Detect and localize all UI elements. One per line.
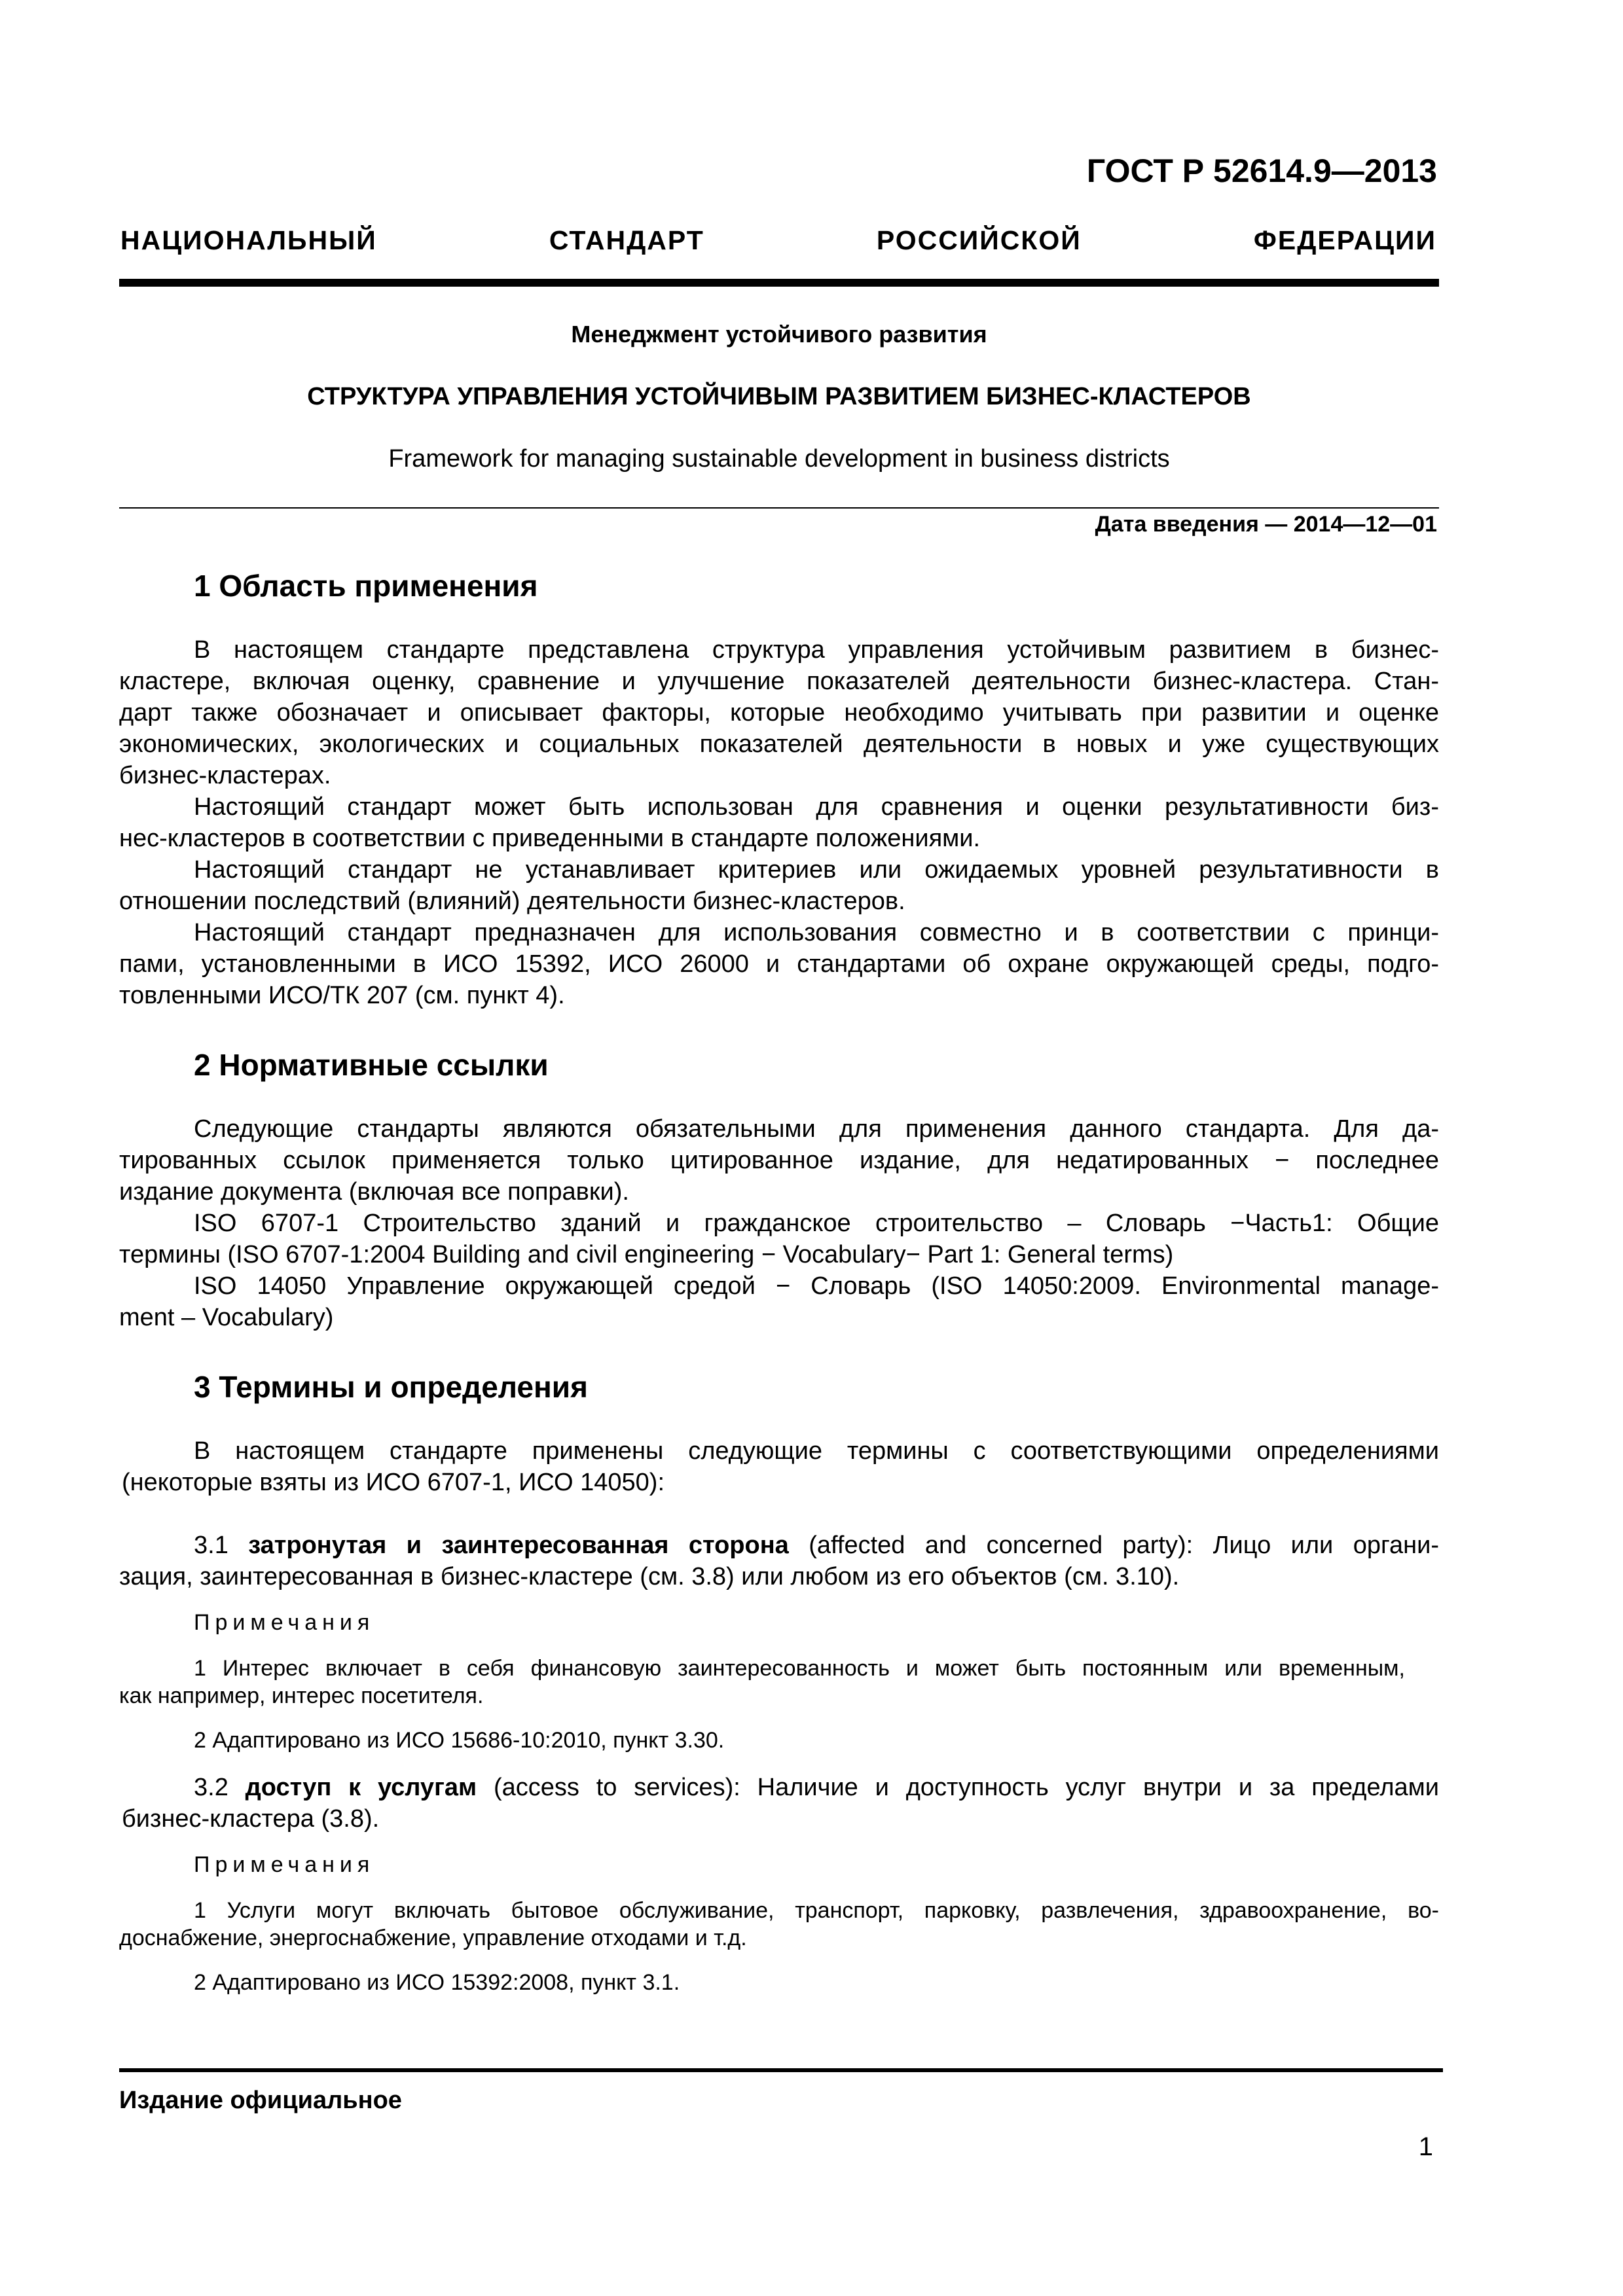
section-1-line: отношении последствий (влияний) деятельности бизнес-кластеров. [119, 888, 905, 915]
note-line: 2 Адаптировано из ИСО 15392:2008, пункт 3.1. [194, 1970, 680, 1995]
note-line: 2 Адаптировано из ИСО 15686-10:2010, пункт 3.30. [194, 1728, 725, 1753]
title-subtitle: Менеджмент устойчивого развития [571, 321, 987, 348]
national-standard-banner: НАЦИОНАЛЬНЫЙ СТАНДАРТ РОССИЙСКОЙ ФЕДЕРАЦИИ [120, 225, 1436, 255]
section-3-intro-line: (некоторые взяты из ИСО 6707-1, ИСО 14050): [122, 1469, 665, 1496]
term-3-2 [194, 1774, 1439, 1802]
section-2-line: ISO 14050 Управление окружающей средой − Словарь (ISO 14050:2009. Environmental manage- [194, 1272, 1439, 1300]
term-definition: (affected and concerned party): Лицо или органи- [809, 1532, 1439, 1559]
title-rule [119, 507, 1439, 509]
page-number: 1 [1418, 2132, 1433, 2161]
term-3-1-definition-line: зация, заинтересованная в бизнес-кластере (см. 3.8) или любом из его объектов (см. 3.10). [119, 1563, 1180, 1590]
section-1-line: В настоящем стандарте представлена структура управления устойчивым развитием в бизнес- [194, 636, 1439, 664]
term-number: 3.2 [194, 1774, 228, 1801]
section-1-line: кластере, включая оценку, сравнение и улучшение показателей деятельности бизнес-кластера. Стан- [119, 668, 1439, 695]
official-edition-label: Издание официальное [119, 2087, 402, 2114]
section-3-intro-line: В настоящем стандарте применены следующие термины с соответствующими определениями [194, 1437, 1439, 1465]
note-line: 1 Услуги могут включать бытовое обслуживание, транспорт, парковку, развлечения, здравоохранение, во- [194, 1898, 1439, 1923]
section-1-line: Настоящий стандарт предназначен для использования совместно и в соответствии с принци- [194, 919, 1439, 946]
section-1-line: бизнес-кластерах. [119, 762, 331, 789]
section-2-line: термины (ISO 6707-1:2004 Building and civil engineering − Vocabulary− Part 1: General terms) [119, 1241, 1174, 1268]
header-rule [119, 279, 1439, 287]
title-main: СТРУКТУРА УПРАВЛЕНИЯ УСТОЙЧИВЫМ РАЗВИТИЕМ БИЗНЕС-КЛАСТЕРОВ [307, 383, 1251, 410]
section-1-line: экономических, экологических и социальных показателей деятельности в новых и уже существующих [119, 730, 1439, 758]
section-2-line: издание документа (включая все поправки). [119, 1178, 629, 1206]
term-definition: (access to services): Наличие и доступность услуг внутри и за пределами [493, 1774, 1439, 1801]
section-1-line: дарт также обозначает и описывает факторы, которые необходимо учитывать при развитии и оценке [119, 699, 1439, 726]
note-line: 1 Интерес включает в себя финансовую заинтересованность и может быть постоянным или временным, [194, 1656, 1405, 1681]
term-3-2-definition-line: бизнес-кластера (3.8). [122, 1805, 380, 1833]
section-1-line: Настоящий стандарт может быть использован для сравнения и оценки результативности биз- [194, 793, 1439, 821]
term-name: доступ к услугам [245, 1774, 477, 1801]
term-3-1 [194, 1532, 1439, 1560]
term-number: 3.1 [194, 1532, 228, 1559]
footer-rule [119, 2068, 1443, 2072]
section-1-line: товленными ИСО/ТК 207 (см. пункт 4). [119, 982, 565, 1009]
note-line: доснабжение, энергоснабжение, управление отходами и т.д. [119, 1926, 747, 1950]
section-1-heading: 1 Область применения [194, 569, 538, 603]
notes-label: Примечания [194, 1610, 375, 1635]
term-name: затронутая и заинтересованная сторона [248, 1532, 789, 1559]
section-2-line: ment – Vocabulary) [119, 1304, 334, 1331]
section-2-line: Следующие стандарты являются обязательными для применения данного стандарта. Для да- [194, 1115, 1439, 1143]
title-english: Framework for managing sustainable development in business districts [388, 445, 1170, 473]
note-line: как например, интерес посетителя. [119, 1683, 484, 1708]
document-number: ГОСТ Р 52614.9—2013 [1086, 152, 1437, 189]
section-2-line: ISO 6707-1 Строительство зданий и гражданское строительство – Словарь −Часть1: Общие [194, 1210, 1439, 1237]
section-1-line: нес-кластеров в соответствии с приведенными в стандарте положениями. [119, 825, 981, 852]
section-2-heading: 2 Нормативные ссылки [194, 1048, 549, 1082]
section-1-line: Настоящий стандарт не устанавливает критериев или ожидаемых уровней результативности в [194, 856, 1439, 884]
section-2-line: тированных ссылок применяется только цитированное издание, для недатированных − последнее [119, 1147, 1439, 1174]
notes-label: Примечания [194, 1852, 375, 1877]
section-1-line: пами, установленными в ИСО 15392, ИСО 26000 и стандартами об охране окружающей среды, подго- [119, 950, 1439, 978]
section-3-heading: 3 Термины и определения [194, 1370, 588, 1404]
introduction-date: Дата введения — 2014—12—01 [1095, 512, 1437, 537]
